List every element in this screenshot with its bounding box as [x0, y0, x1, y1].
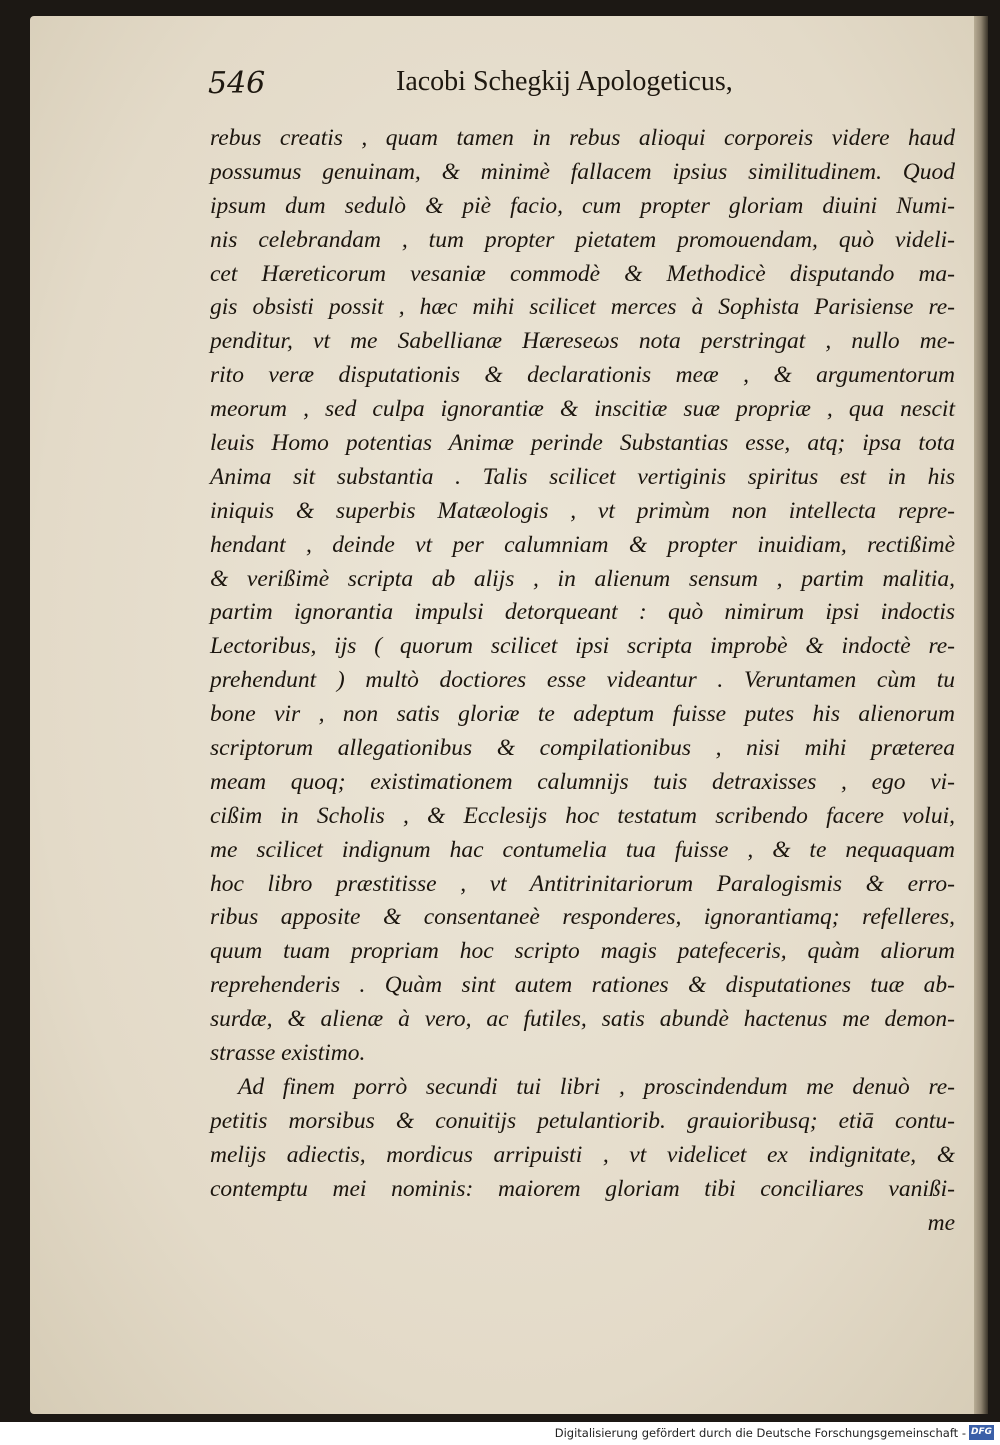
text-line: ribus apposite & consentaneè responderes, ignorantiamq; refelleres,	[210, 904, 955, 931]
text-line: reprehenderis . Quàm sint autem rationes & disputationes tuæ ab-	[210, 972, 955, 999]
text-line: Lectoribus, ijs ( quorum scilicet ipsi scripta improbè & indoctè re-	[210, 633, 955, 660]
text-line: surdæ, & alienæ à vero, ac futiles, satis abundè hactenus me demon-	[210, 1006, 955, 1033]
text-line: Anima sit substantia . Talis scilicet vertiginis spiritus est in his	[210, 463, 955, 490]
body-text	[210, 122, 955, 1240]
text-line: quum tuam propriam hoc scripto magis patefeceris, quàm aliorum	[210, 938, 955, 965]
paragraph-end-line: strasse existimo.	[210, 1040, 366, 1067]
text-line: hoc libro præstitisse , vt Antitrinitariorum Paralogismis & erro-	[210, 870, 955, 897]
text-line: prehendunt ) multò doctiores esse videantur . Veruntamen cùm tu	[210, 667, 955, 694]
footer-bar	[0, 1422, 1000, 1445]
running-title: Iacobi Schegkij Apologeticus,	[396, 66, 733, 97]
dfg-logo-icon: DFG	[969, 1425, 994, 1440]
text-line: possumus genuinam, & minimè fallacem ipsius similitudinem. Quod	[210, 158, 955, 185]
catchword: me	[927, 1209, 955, 1236]
text-line: me scilicet indignum hac contumelia tua fuisse , & te nequaquam	[210, 836, 955, 863]
text-line: iniquis & superbis Matæologis , vt primùm non intellecta repre-	[210, 497, 955, 524]
text-line: hendant , deinde vt per calumniam & propter inuidiam, rectißimè	[210, 531, 955, 558]
text-line: leuis Homo potentias Animæ perinde Substantias esse, atq; ipsa tota	[210, 430, 955, 457]
text-line: rebus creatis , quam tamen in rebus alioqui corporeis videre haud	[210, 125, 955, 151]
text-line: bone vir , non satis gloriæ te adeptum fuisse putes his alienorum	[210, 701, 955, 728]
page-gutter	[974, 16, 988, 1414]
text-line: & verißimè scripta ab alijs , in alienum sensum , partim malitia,	[210, 565, 955, 592]
text-line: scriptorum allegationibus & compilationibus , nisi mihi præterea	[210, 735, 955, 762]
text-line: petitis morsibus & conuitijs petulantiorib. grauioribusq; etiā contu-	[210, 1107, 955, 1134]
text-line: ipsum dum sedulò & piè facio, cum propter gloriam diuini Numi-	[210, 192, 955, 219]
text-line: meorum , sed culpa ignorantiæ & inscitiæ suæ propriæ , qua nescit	[210, 396, 955, 423]
paragraph-start-line: Ad finem porrò secundi tui libri , proscindendum me denuò re-	[238, 1073, 955, 1100]
text-line: meam quoq; existimationem calumnijs tuis detraxisses , ego vi-	[210, 768, 955, 795]
text-line: partim ignorantia impulsi detorqueant : quò nimirum ipsi indoctis	[210, 599, 955, 626]
text-line: melijs adiectis, mordicus arripuisti , vt videlicet ex indignitate, &	[210, 1141, 955, 1168]
funding-credit: Digitalisierung gefördert durch die Deutsche Forschungsgemeinschaft -	[554, 1426, 966, 1440]
text-line: gis obsisti possit , hæc mihi scilicet merces à Sophista Parisiense re-	[210, 294, 955, 321]
text-line: cißim in Scholis , & Ecclesijs hoc testatum scribendo facere volui,	[210, 802, 955, 829]
page-number: 546	[208, 66, 266, 101]
text-line: cet Hæreticorum vesaniæ commodè & Methodicè disputando ma-	[210, 260, 955, 287]
text-line: nis celebrandam , tum propter pietatem promouendam, quò videli-	[210, 226, 955, 253]
text-line: penditur, vt me Sabellianæ Hæreseωs nota perstringat , nullo me-	[210, 328, 955, 355]
text-line: rito veræ disputationis & declarationis meæ , & argumentorum	[210, 362, 955, 389]
text-line: contemptu mei nominis: maiorem gloriam tibi conciliares vanißi-	[210, 1175, 955, 1202]
